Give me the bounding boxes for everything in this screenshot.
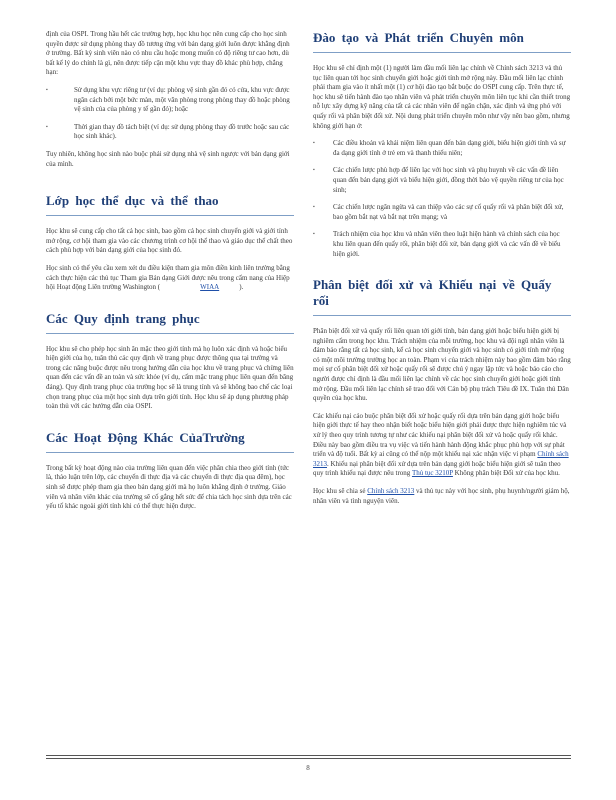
changing-options-list — [46, 86, 294, 142]
complaint-text-b: . Khiếu nại phân biệt đối xử dựa trên bản dạng giới hoặc biểu hiện giới sẽ tuân theo quy trình khiếu nại được nêu trong — [313, 459, 561, 478]
list-item: ▪ Các chiến lược phù hợp để liên lạc với học sinh và phụ huynh về các vấn đề liên quan đến bản dạng giới và biểu hiện giới, đồng thời bảo vệ quyền riêng tư của học sinh; — [313, 166, 571, 195]
left-column — [46, 30, 294, 520]
restroom-paragraph: Tuy nhiên, không học sinh nào buộc phải sử dụng nhà vệ sinh ngược với bản dạng giới của mình. — [46, 149, 290, 168]
list-item: ▪ Trách nhiệm của học khu và nhân viên theo luật hiện hành và chính sách của học khu liên quan đến quấy rối, phân biệt đối xử, bản dạng giới và các vấn đề về biểu hiện giới. — [313, 230, 571, 259]
sports-paragraph-2-text: Học sinh có thể yêu cầu xem xét du điều kiện tham gia môn điền kinh liên trường bằng cách thực hiện các thủ tục Tham gia Bản dạng Giới được nêu trong cẩm nang của Hiệp hội Hoạt động Liên trường Washington ( — [46, 263, 290, 292]
share-text-b: và thủ tục này với học sinh, phụ huynh/người giám hộ, nhân viên và tình nguyện viên. — [313, 487, 570, 505]
policy-3213-link-2[interactable]: Chính sách 3213 — [367, 487, 415, 495]
list-item: ▪ Các điều khoản và khái niệm liên quan đến bản dạng giới, biểu hiện giới tính và sự đa dạng giới tính ở trẻ em và thanh thiếu niên; — [313, 139, 571, 158]
dress-code-paragraph: Học khu sẽ cho phép học sinh ăn mặc theo giới tính mà họ luôn xác định và hoặc biểu hiện giới của họ, tuân thủ các quy định về trang phục được thông qua tại trường và trong các năng buộc được nêu trong hướng dẫn của học khu về trang phục và chừng liên quan đến các vấn đề an toàn và sức khỏe (ví dụ, cấm mặc trang phục liên quan đến băng đảng). Quy định trang phục của trường học sẽ là trung tính và sẽ không bao chế các loại chọn trang phục của một học sinh dựa trên giới tính. Học khu sẽ áp dụng phương pháp toàn thủ với các hướng dẫn của OSPI. — [46, 344, 294, 411]
page-number: 8 — [306, 764, 310, 772]
discrimination-paragraph-1: Phân biệt đối xử và quấy rối liên quan tới giới tính, bản dạng giới hoặc biểu hiện giới bị nghiêm cấm trong học khu. Trách nhiệm của mỗi trường, học khu và đội ngũ nhân viên là đảm bảo rằng tất cả học sinh, kể cả học sinh chuyển giới và học sinh có giới tính mở rộng có một môi trường trường học an toàn. Phạm vi của trách nhiệm này bao gồm đảm bảo rằng mọi sự cố phân biệt đối xử hoặc quấy rối sẽ được chú ý ngay lập tức và hoặc báo cáo cho người được chỉ định là đầu mối liên lạc chính về các học sinh chuyển giới hoặc giới tính mở rộng. Đầu mối liên lạc chính sẽ trao đổi với Cán bộ phụ trách Tiêu đề IX. Tuân thủ Dân quyền của học khu. — [313, 327, 571, 403]
section-heading-training: Đào tạo và Phát triển Chuyên môn — [313, 30, 571, 53]
section-heading-discrimination: Phân biệt đối xử và Khiếu nại về Quấy rối — [313, 277, 571, 316]
list-item: ▪ Sử dụng khu vực riêng tư (ví dụ: phòng vệ sinh gần đó có cửa, khu vực được ngăn cách bởi một bức màn, một văn phòng trong phòng thay đồ hoặc phòng vệ sinh của của phòng y tế gần đó); hoặc — [46, 86, 294, 115]
complaint-text-a: Các khiếu nại cáo buộc phân biệt đối xử hoặc quấy rối dựa trên bản dạng giới hoặc biểu hiện giới thực tế hay theo nhận biết hoặc biểu hiện giới phải được thực hiện nghiêm túc và xử lý theo quy trình tương tự như các khiếu nại phân biệt đối xử và hoặc quấy rối khác. Điều này bao gồm điều tra vụ việc và tiến hành hành động khắc phục phù hợp với sự phát triển và độ tuổi. Bất kỳ ai cũng có thể nộp một khiếu nại xác nhận việc vi phạm — [313, 411, 567, 459]
footer-rule — [46, 755, 571, 759]
intro-paragraph: định của OSPI. Trong hầu hết các trường hợp, học khu học nên cung cấp cho học sinh quyền được sử dụng phòng thay đồ tương ứng với bản dạng giới luôn được khẳng định ở trường. Bất kỳ sinh viên nào có nhu cầu hoặc mong muốn có độ riêng tư cao hơn, dù bất kể lý do chính là gì, nên được tiếp cận một khu vực thay đồ khác phù hợp, chẳng hạn: — [46, 30, 290, 77]
list-item: ▪ Thời gian thay đồ tách biệt (ví dụ: sử dụng phòng thay đồ trước hoặc sau các học sinh khác). — [46, 123, 294, 142]
sports-paragraph-1: Học khu sẽ cung cấp cho tất cả học sinh, bao gồm cả học sinh chuyển giới và giới tính mở rộng, cơ hội tham gia vào các chương trình cơ hội thể thao và giáo dục thể chất theo cách phù hợp với bản dạng giới của học sinh đó. — [46, 227, 293, 255]
sports-paragraph-2-end: ). — [239, 283, 244, 292]
training-topics-list — [313, 139, 571, 259]
sports-paragraph-2 — [46, 264, 294, 293]
wiaa-link[interactable]: WIAA — [200, 283, 220, 292]
complaint-text-c: Không phân biệt Đối xử của học khu. — [454, 469, 560, 478]
policy-3213-link[interactable]: Chính sách 3213 — [313, 450, 569, 468]
procedure-3210p-link[interactable]: Thủ tục 3210P — [411, 469, 453, 478]
section-heading-dress-code: Các Quy định trang phục — [46, 311, 294, 334]
right-column — [313, 30, 571, 514]
other-activities-paragraph: Trong bất kỳ hoạt động nào của trường liên quan đến việc phân chia theo giới tính (tức là, thảo luận trên lớp, các chuyến đi thực địa và các chuyến đi thực địa qua đêm), học sinh sẽ được phép tham gia theo bản dạng giới mà họ luôn khẳng định ở trường. Giáo viên và nhân viên khác của trường sẽ cố gắng hết sức để chia tách học sinh dựa trên các yếu tố khác ngoài giới tính khi có thể thực hiện được. — [46, 463, 292, 511]
share-policy-paragraph — [313, 487, 571, 506]
share-text-a: Học khu sẽ chia sẻ — [313, 487, 366, 495]
section-heading-sports: Lớp học thể dục và thể thao — [46, 193, 294, 216]
list-item: ▪ Các chiến lược ngăn ngừa và can thiệp vào các sự cố quấy rối và phân biệt đối xử, bao gồm bắt nạt và bắt nạt trên mạng; và — [313, 203, 571, 222]
discrimination-paragraph-2 — [313, 412, 571, 479]
section-heading-other-activities: Các Hoạt Động Khác CủaTrường — [46, 430, 294, 453]
training-paragraph: Học khu sẽ chỉ định một (1) người làm đầu mối liên lạc chính về Chính sách 3213 và thủ tục liên quan tới học sinh chuyển giới hoặc giới tính mở rộng này. Đầu mối liên lạc chính phải tham gia vào ít nhất một (1) cơ hội đào tạo bắt buộc do OSPI cung cấp. Trên thực tế, học khu sẽ tiến hành đào tạo nhân viên và phát triển chuyên môn liên tục khi cần thiết trong nỗ lực xây dựng kỹ năng của tất cả các nhân viên để ngăn chặn, xác định và ứng phó với quấy rối và phân biệt đối xử. Nội dung phát triển chuyên môn như vậy nên bao gồm, nhưng không giới hạn ở: — [313, 64, 571, 130]
